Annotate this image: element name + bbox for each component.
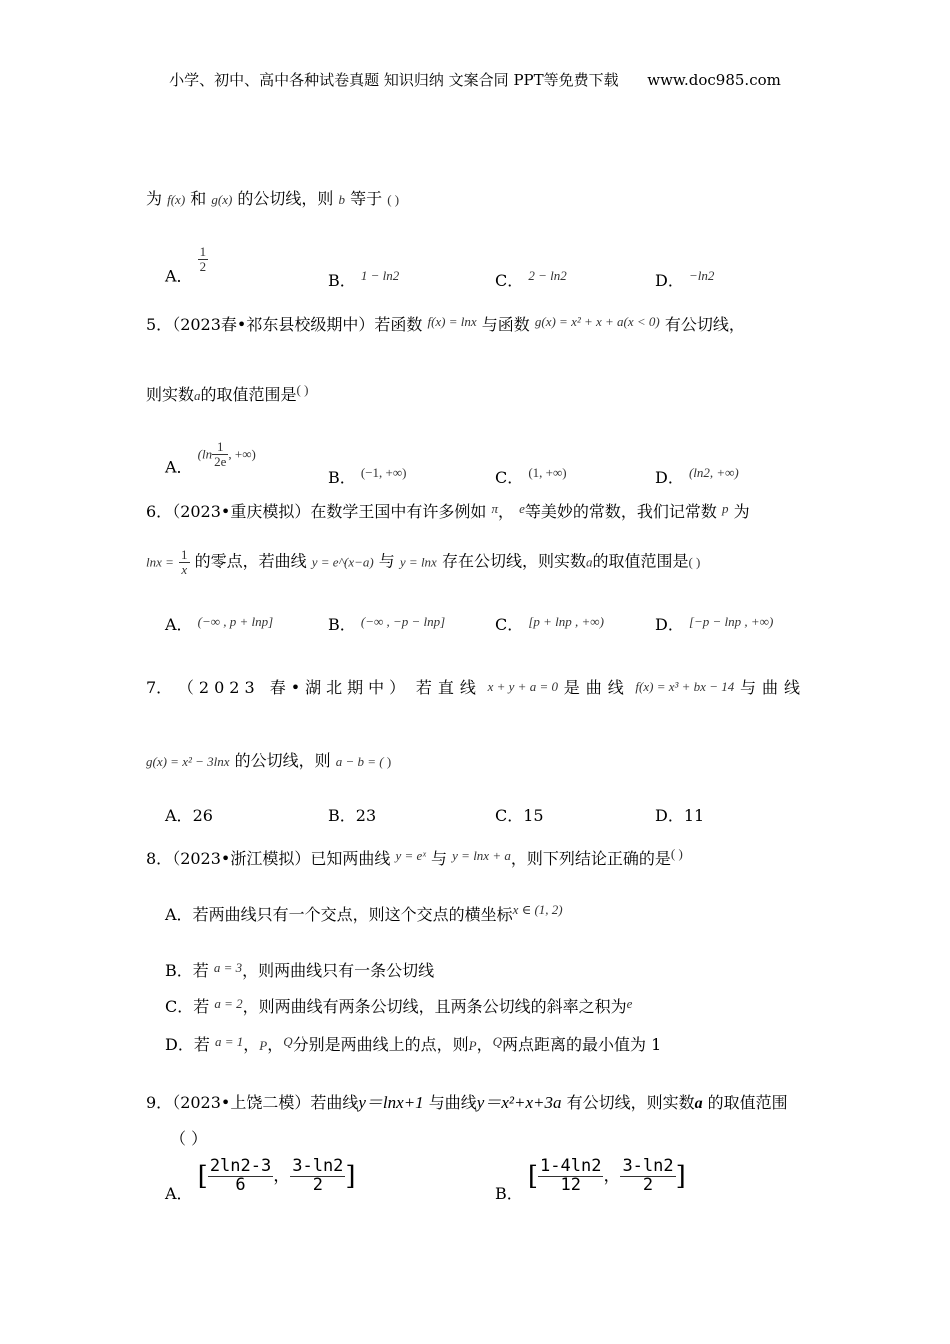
q5-text-4: 则实数 bbox=[146, 385, 195, 404]
q9-text-1: 若曲线 bbox=[310, 1093, 359, 1112]
option-text: ， bbox=[267, 1035, 284, 1054]
denominator: 2e bbox=[214, 453, 227, 469]
comma: ， bbox=[603, 1165, 621, 1186]
q4-text-4: 等于 bbox=[350, 189, 383, 208]
option-label: C． bbox=[165, 997, 194, 1016]
q8-option-c bbox=[165, 994, 632, 1017]
q6-math-pi: π bbox=[491, 501, 498, 516]
header-url: www.doc985.com bbox=[647, 71, 781, 89]
page-header bbox=[0, 69, 950, 90]
option-label: B． bbox=[495, 1183, 523, 1203]
q5-paren: ( ) bbox=[296, 382, 309, 397]
left-bracket: [ bbox=[197, 1161, 208, 1192]
q9-text-3: 有公切线，则实数 bbox=[566, 1093, 695, 1112]
comma: ， bbox=[273, 1165, 291, 1186]
right-bracket: ] bbox=[345, 1161, 356, 1192]
q4-option-d bbox=[655, 268, 714, 291]
option-text: 若两曲线只有一个交点，则这个交点的横坐标 bbox=[192, 905, 513, 924]
q9-text-4: 的取值范围 bbox=[707, 1093, 788, 1112]
q8-option-b bbox=[165, 958, 434, 981]
option-label: A． bbox=[165, 457, 193, 477]
q6-math-e: e bbox=[519, 501, 525, 516]
option-label: B． bbox=[328, 271, 356, 290]
option-value: (1, +∞) bbox=[528, 465, 567, 480]
q5-option-c bbox=[495, 465, 567, 488]
option-label: A． bbox=[165, 905, 193, 924]
option-value: (−1, +∞) bbox=[360, 465, 407, 480]
option-text: 若 bbox=[193, 997, 210, 1016]
numerator: 3-ln2 bbox=[622, 1156, 674, 1176]
q4-option-a bbox=[165, 245, 208, 287]
option-label: D． bbox=[655, 806, 684, 825]
q6-math-lnx: lnx = bbox=[146, 554, 174, 570]
q6-stem bbox=[146, 499, 750, 522]
q6-option-b bbox=[328, 612, 445, 635]
q5-text-2: 与函数 bbox=[481, 315, 530, 334]
q6-math-curve1: y = e^(x−a) bbox=[311, 554, 374, 570]
option-value: 1 − ln2 bbox=[360, 268, 400, 283]
q5-math-a: a bbox=[194, 388, 201, 403]
q9-a-fraction-1 bbox=[208, 1158, 273, 1195]
q7-math-f: f(x) = x³ + bx − 14 bbox=[635, 678, 735, 694]
q8-paren: ( ) bbox=[670, 846, 683, 861]
option-math-p: P bbox=[259, 1038, 268, 1053]
option-math-e: e bbox=[626, 996, 633, 1011]
q4-stem bbox=[146, 186, 399, 209]
option-math: a = 2 bbox=[214, 996, 243, 1011]
q9-math-curve1: y＝lnx+1 bbox=[358, 1093, 424, 1112]
option-text: ，则两曲线只有一条公切线 bbox=[242, 961, 435, 980]
option-math: a = 3 bbox=[213, 960, 243, 975]
option-text: 若 bbox=[193, 1035, 210, 1054]
q6-math-curve2: y = lnx bbox=[399, 554, 437, 570]
q6-option-a bbox=[165, 612, 273, 635]
option-value: [−p − lnp , +∞) bbox=[688, 614, 774, 629]
q7-number: 7． bbox=[146, 678, 173, 697]
q7-option-a bbox=[165, 803, 213, 826]
q6-number: 6． bbox=[146, 502, 173, 521]
q6-math-p: p bbox=[721, 501, 729, 516]
option-label: C． bbox=[495, 468, 524, 487]
numerator: 1 bbox=[181, 547, 188, 562]
denominator: 2 bbox=[312, 1174, 323, 1195]
q5-text-3: 有公切线， bbox=[664, 315, 745, 334]
q8-source: （2023•浙江模拟） bbox=[172, 849, 311, 868]
q7-text-2: 是曲线 bbox=[563, 678, 630, 697]
option-math-q: Q bbox=[283, 1034, 293, 1049]
numerator: 2ln2-3 bbox=[209, 1156, 272, 1176]
option-label: A． bbox=[165, 1183, 193, 1203]
q6-fraction bbox=[179, 548, 190, 576]
q9-paren-line bbox=[170, 1126, 207, 1149]
q7-text-4: 的公切线，则 bbox=[234, 751, 331, 770]
option-label: A． bbox=[165, 806, 193, 825]
q7-text-1: 若直线 bbox=[415, 678, 482, 697]
q4-math-gx: g(x) bbox=[211, 192, 233, 207]
q6-option-d bbox=[655, 612, 773, 635]
q5-a-fraction bbox=[212, 440, 228, 468]
q9-text-2: 与曲线 bbox=[428, 1093, 477, 1112]
option-label: B． bbox=[165, 961, 193, 980]
q9-math-a: a bbox=[694, 1095, 703, 1112]
q4-text-2: 和 bbox=[190, 189, 207, 208]
q5-option-a bbox=[165, 440, 256, 478]
q6-source: （2023•重庆模拟） bbox=[172, 502, 311, 521]
q5-text-1: 若函数 bbox=[374, 315, 423, 334]
q4-a-fraction bbox=[198, 245, 209, 273]
option-math-q: Q bbox=[492, 1034, 502, 1049]
option-label: A． bbox=[165, 266, 193, 286]
q6-text-6: 存在公切线，则实数 bbox=[441, 551, 586, 571]
q6-text-5: 与 bbox=[378, 551, 395, 571]
q9-b-fraction-1 bbox=[538, 1158, 603, 1195]
option-text: ， bbox=[476, 1035, 493, 1054]
q7-option-d bbox=[655, 803, 704, 826]
option-text: ， bbox=[243, 1035, 260, 1054]
q5-stem bbox=[146, 312, 745, 335]
q7-paren: ) bbox=[383, 754, 392, 769]
q9-stem bbox=[146, 1088, 788, 1113]
q4-text-3: 的公切线，则 bbox=[237, 189, 334, 208]
q9-math-curve2: y＝x²+x+3a bbox=[476, 1093, 562, 1112]
q8-number: 8． bbox=[146, 849, 173, 868]
q9-number: 9． bbox=[146, 1093, 173, 1112]
q5-text-5: 的取值范围是 bbox=[200, 385, 297, 404]
option-value: 26 bbox=[192, 806, 213, 825]
option-label: B． bbox=[328, 468, 356, 487]
option-math: a = 1 bbox=[214, 1034, 244, 1049]
q8-math-curve1: y = eˣ bbox=[395, 848, 426, 863]
q7-option-b bbox=[328, 803, 376, 826]
option-text: 若 bbox=[192, 961, 209, 980]
q8-option-d bbox=[165, 1032, 661, 1055]
q8-math-curve2: y = lnx + a bbox=[452, 848, 511, 863]
option-value: (−∞ , −p − lnp] bbox=[360, 614, 446, 629]
denominator: 12 bbox=[560, 1174, 581, 1195]
q4-option-b bbox=[328, 268, 399, 291]
q9-b-fraction-2 bbox=[620, 1158, 675, 1195]
q7-stem-line2 bbox=[146, 748, 391, 771]
numerator: 3-ln2 bbox=[292, 1156, 344, 1176]
q4-math-b: b bbox=[338, 192, 345, 207]
q7-option-c bbox=[495, 803, 544, 826]
q7-text-3: 与曲线 bbox=[739, 678, 806, 697]
q5-source: （2023春•祁东县校级期中） bbox=[172, 315, 375, 334]
option-label: A． bbox=[165, 615, 193, 634]
q8-text-3: ，则下列结论正确的是 bbox=[510, 849, 671, 868]
denominator: x bbox=[181, 561, 188, 577]
denominator: 6 bbox=[235, 1174, 246, 1195]
option-value: −ln2 bbox=[688, 268, 715, 283]
q5-stem-line2 bbox=[146, 382, 308, 405]
q7-stem bbox=[146, 675, 806, 698]
q9-a-fraction-2 bbox=[290, 1158, 345, 1195]
option-value: 11 bbox=[683, 806, 705, 825]
q6-text-2: 等美妙的常数，我们记常数 bbox=[524, 502, 717, 521]
option-value: (ln2, +∞) bbox=[688, 465, 739, 480]
option-suffix: , +∞) bbox=[228, 446, 256, 462]
q5-option-b bbox=[328, 465, 406, 488]
q8-text-1: 已知两曲线 bbox=[310, 849, 391, 868]
option-value: [p + lnp , +∞) bbox=[528, 614, 604, 629]
denominator: 2 bbox=[642, 1174, 654, 1195]
q9-source: （2023•上饶二模） bbox=[172, 1093, 311, 1112]
q9-option-a bbox=[165, 1158, 356, 1204]
option-label: D． bbox=[655, 271, 684, 290]
option-label: C． bbox=[495, 806, 524, 825]
option-text: ，则两曲线有两条公切线，且两条公切线的斜率之积为 bbox=[242, 997, 627, 1016]
q5-option-d bbox=[655, 465, 739, 488]
q9-paren: （ ） bbox=[170, 1129, 208, 1148]
q4-text-1: 为 bbox=[146, 189, 163, 208]
q8-stem bbox=[146, 846, 683, 869]
q6-text-3: 为 bbox=[733, 502, 750, 521]
option-value: 2 − ln2 bbox=[528, 268, 567, 283]
q9-option-b bbox=[495, 1158, 686, 1204]
numerator: 1 bbox=[199, 244, 207, 259]
q7-math-g: g(x) = x² − 3lnx bbox=[146, 754, 230, 769]
option-math-p: P bbox=[468, 1038, 477, 1053]
denominator: 2 bbox=[199, 258, 207, 274]
option-label: D． bbox=[165, 1035, 194, 1054]
q6-text-1: 在数学王国中有许多例如 bbox=[310, 502, 487, 521]
option-label: C． bbox=[495, 615, 524, 634]
q8-option-a bbox=[165, 902, 563, 925]
header-text: 小学、初中、高中各种试卷真题 知识归纳 文案合同 PPT等免费下载 bbox=[169, 71, 619, 89]
option-text: 分别是两曲线上的点，则 bbox=[292, 1035, 469, 1054]
q4-math-fx: f(x) bbox=[167, 192, 186, 207]
q8-text-2: 与 bbox=[431, 849, 448, 868]
q7-math-line: x + y + a = 0 bbox=[487, 678, 558, 694]
q6-stem-line2 bbox=[146, 548, 700, 576]
option-label: D． bbox=[655, 468, 684, 487]
numerator: 1-4ln2 bbox=[540, 1156, 602, 1176]
q5-number: 5． bbox=[146, 315, 173, 334]
option-label: B． bbox=[328, 615, 356, 634]
q6-math-a: a bbox=[585, 554, 593, 570]
q7-source: （2023 春•湖北期中） bbox=[177, 678, 411, 697]
right-bracket: ] bbox=[675, 1161, 686, 1192]
q6-option-c bbox=[495, 612, 604, 635]
option-label: D． bbox=[655, 615, 684, 634]
q6-paren: ( ) bbox=[688, 554, 701, 570]
option-value: (−∞ , p + lnp] bbox=[197, 614, 274, 629]
option-text: 两点距离的最小值为 1 bbox=[501, 1035, 662, 1054]
q5-math-g: g(x) = x² + x + a(x < 0) bbox=[534, 314, 660, 329]
option-label: B． bbox=[328, 806, 356, 825]
option-label: C． bbox=[495, 271, 524, 290]
option-math: x ∈ (1, 2) bbox=[512, 902, 563, 917]
numerator: 1 bbox=[212, 440, 228, 455]
left-bracket: [ bbox=[527, 1161, 539, 1192]
option-value: 23 bbox=[355, 806, 377, 825]
q4-paren: ( ) bbox=[387, 192, 400, 207]
option-value: 15 bbox=[523, 806, 544, 825]
q6-comma: ， bbox=[497, 502, 514, 521]
q6-text-7: 的取值范围是 bbox=[592, 551, 689, 571]
q7-math-ab: a − b = ( bbox=[335, 754, 384, 769]
q6-text-4: 的零点，若曲线 bbox=[194, 551, 307, 571]
q5-math-f: f(x) = lnx bbox=[427, 314, 477, 329]
option-prefix: (ln bbox=[197, 446, 213, 462]
q4-option-c bbox=[495, 268, 567, 291]
